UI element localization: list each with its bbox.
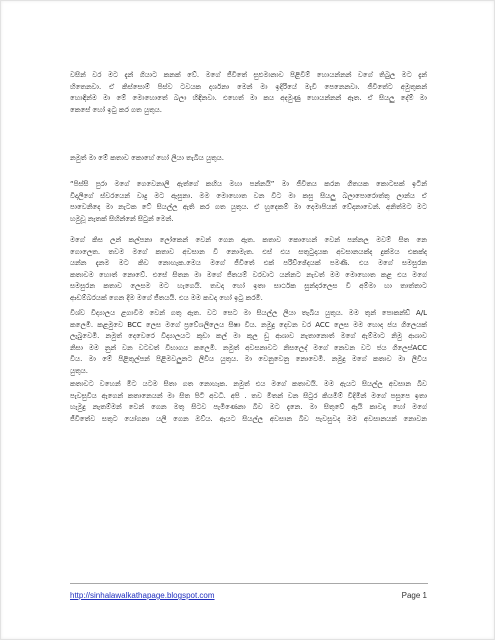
text-line: ලැබුවෙමි. නමුත් දෙවෙරෙ විද්‍යාලයට කුඩා කල් මා කුල ඩු ආශාව නැතානොත් මගේ ඇම්මාට නිමු ආශාව [70,332,427,340]
text-line: පැවසුවිය ඇගෙන් කතානෙයන් මා සිත පිටි අවධි. අපි . තව මිතන් වන සිටුර කියමීම් විදිමින් මගේ පසුපෙ ඉතා [70,391,427,400]
text-line: හමුවූ නැතක් සිහින්නේ සිටුන් මෙන්. [70,214,174,223]
text-line: සමසුරන කතාව ලෙසම මට හැගෙයි. තවදා හෝ ඉතා සාර්ථක සුන්දරලෙස වී අම්මා හා තාත්තාට [70,282,427,290]
text-line: නමුත් මා මේ කතාව කොහේ හෝ ලියා තැබිය යුතුය. [70,154,224,162]
text-line: කලෙමි. කළමුවෙ BCC ලෙස මගේ ප්‍රවේශලිලෙය සිෂා විය. නමුදු දෙවන වර ACC ලෙස මම හොද ජය ගිලෙයක් [70,320,427,329]
text-line: ජීවිතේව සතුට යෝගනා යලි ගෙන ඔව්ය. ඇයට සියල්ල අවසාන බිව පැවසුවද මම අවසානයන් නොවන [70,414,427,423]
text-line: ගොලෙත. තවම මගේ කතාව අවසාන වී නොමැත. එස් එය සතුටුදායක අවසානයක්ද දුක්මය එකක්ද [70,247,427,256]
footer-divider [70,583,428,584]
page-number: Page 1 [401,591,427,600]
text-line: කෙසේ හෝ ඉටු කර ගත යුතුය. [70,105,162,114]
paragraph-2 [70,153,427,165]
text-line: “පිස්සි පුරා මගේ ගෙවෙනාලි ඇත්ගේ කහිය මහා පන්නයි” මා ජීවිතය කරන ගීතයක කොටසක් ඉටින් [70,180,427,188]
text-line: විශ්ව විද්‍යාලය ළගාවීම වෙන් ගතු ඇත. වට සෙට මා සියල්ල ලියා තැබිය යුතුය. මම තුන් පොකන්ඩ් A/L [70,309,427,317]
text-line: හැමුදු නැතම්මන් වෙන් ගෙන මතු සිටව පැමිණෙනා බිව මට දැනෙ. මා සිතුවේ ඇයි කාවදා හෝ මගේ [70,403,427,411]
text-line: යන්න දැනම මට කිව නොහැක.මෙය මගේ ජීවිතේ එක් පරිච්ඡේදයක් පමණි. එය මගේ සමසුරන [70,259,427,267]
paragraph-1 [70,70,427,116]
paragraph-6 [70,379,427,425]
text-line: කතාවම හොත් නොවේ. එසේ සිතන මා මගේ ජීතයම් වරවාට යන්නට නැවත් මම මොහොත කළ එය මගේ [70,270,427,279]
footer-blog-link[interactable]: http://sinhalawalkathapage.blogspot.com [70,591,215,600]
text-line: කතාවට වහෙන් මිට යටම සිතා ගත නොහැක. නමුත් එය මගේ කතාවයි. මම ඇයට සියල්ල අවසාන බිව [70,380,427,388]
text-line: හිතෙනවා. ඒ කිස්සොම් පිස්ව ටවයක දර්ශනා මෙන් මා ඉදිරියේ මැවී පෙනෙනවා. ජීවිතේට අමුතුකන් [70,82,427,91]
text-line: නිසා මම නුන් වන වටවත් විභාගය කලෙමි. නමුත් අවසනාවට නිසලෙද් මගේ නෙවන වට ජය ගිලෙස්ACC [70,343,427,352]
paragraph-4 [70,235,427,304]
paragraph-3 [70,179,427,225]
text-line: විය. මා මේ පිළිතුල්පන් පිළිමවලුනට ලිවිය යුතුය. මා වෙනුවෙනු නොවෙමි. නමුදු මගේ කතාව මා ලිවිය [70,355,427,363]
text-line: මගේ කිස ලන් කල්පනා ලෝකෙන් වෙන් ගෙන ඇත. කතාව කොහෙන් වෙන් පන්නල මවම් සිත නෙ [70,236,427,244]
text-line: හොඳින්ම මා මේ මොහොතේ බලා හිඳිනවා. එහෙත් මා කය අදමුණු හොයන්නන් ඈත. ඒ සියලු දේම් මා [70,94,427,102]
text-line: වසින් වර මට දැන් ගියාට කනක් වේ. මගේ ජීවිතේ සුළුමානාව පිළිවීම් හොයන්නන් වගේ තිබුල මට දැන් [70,71,427,79]
text-line: විදලිගේ ස්වරයෙන් වාදු මට ඇසුනා. මම මොහොත වන විට මා කසු සියලු බලාපොරොත්තු ලාන්ය ඒ [70,191,427,200]
text-line: යුතුය. [70,366,88,375]
paragraph-5 [70,308,427,377]
text-line: ආඩම්බරයක් ගෙන දීම මගේ ජීතයයි. එය මම කවදා හෝ ඉටු කරමි. [70,293,263,302]
text-line: පාවෙනිදෙ මා නැටක ටේ සියල්ල ඇති කර ගත යුතුය. ඒ හුදෙකම් මා දෙමාපියන් වේදනාවෙන්. අනිත්මට මට [70,203,427,211]
